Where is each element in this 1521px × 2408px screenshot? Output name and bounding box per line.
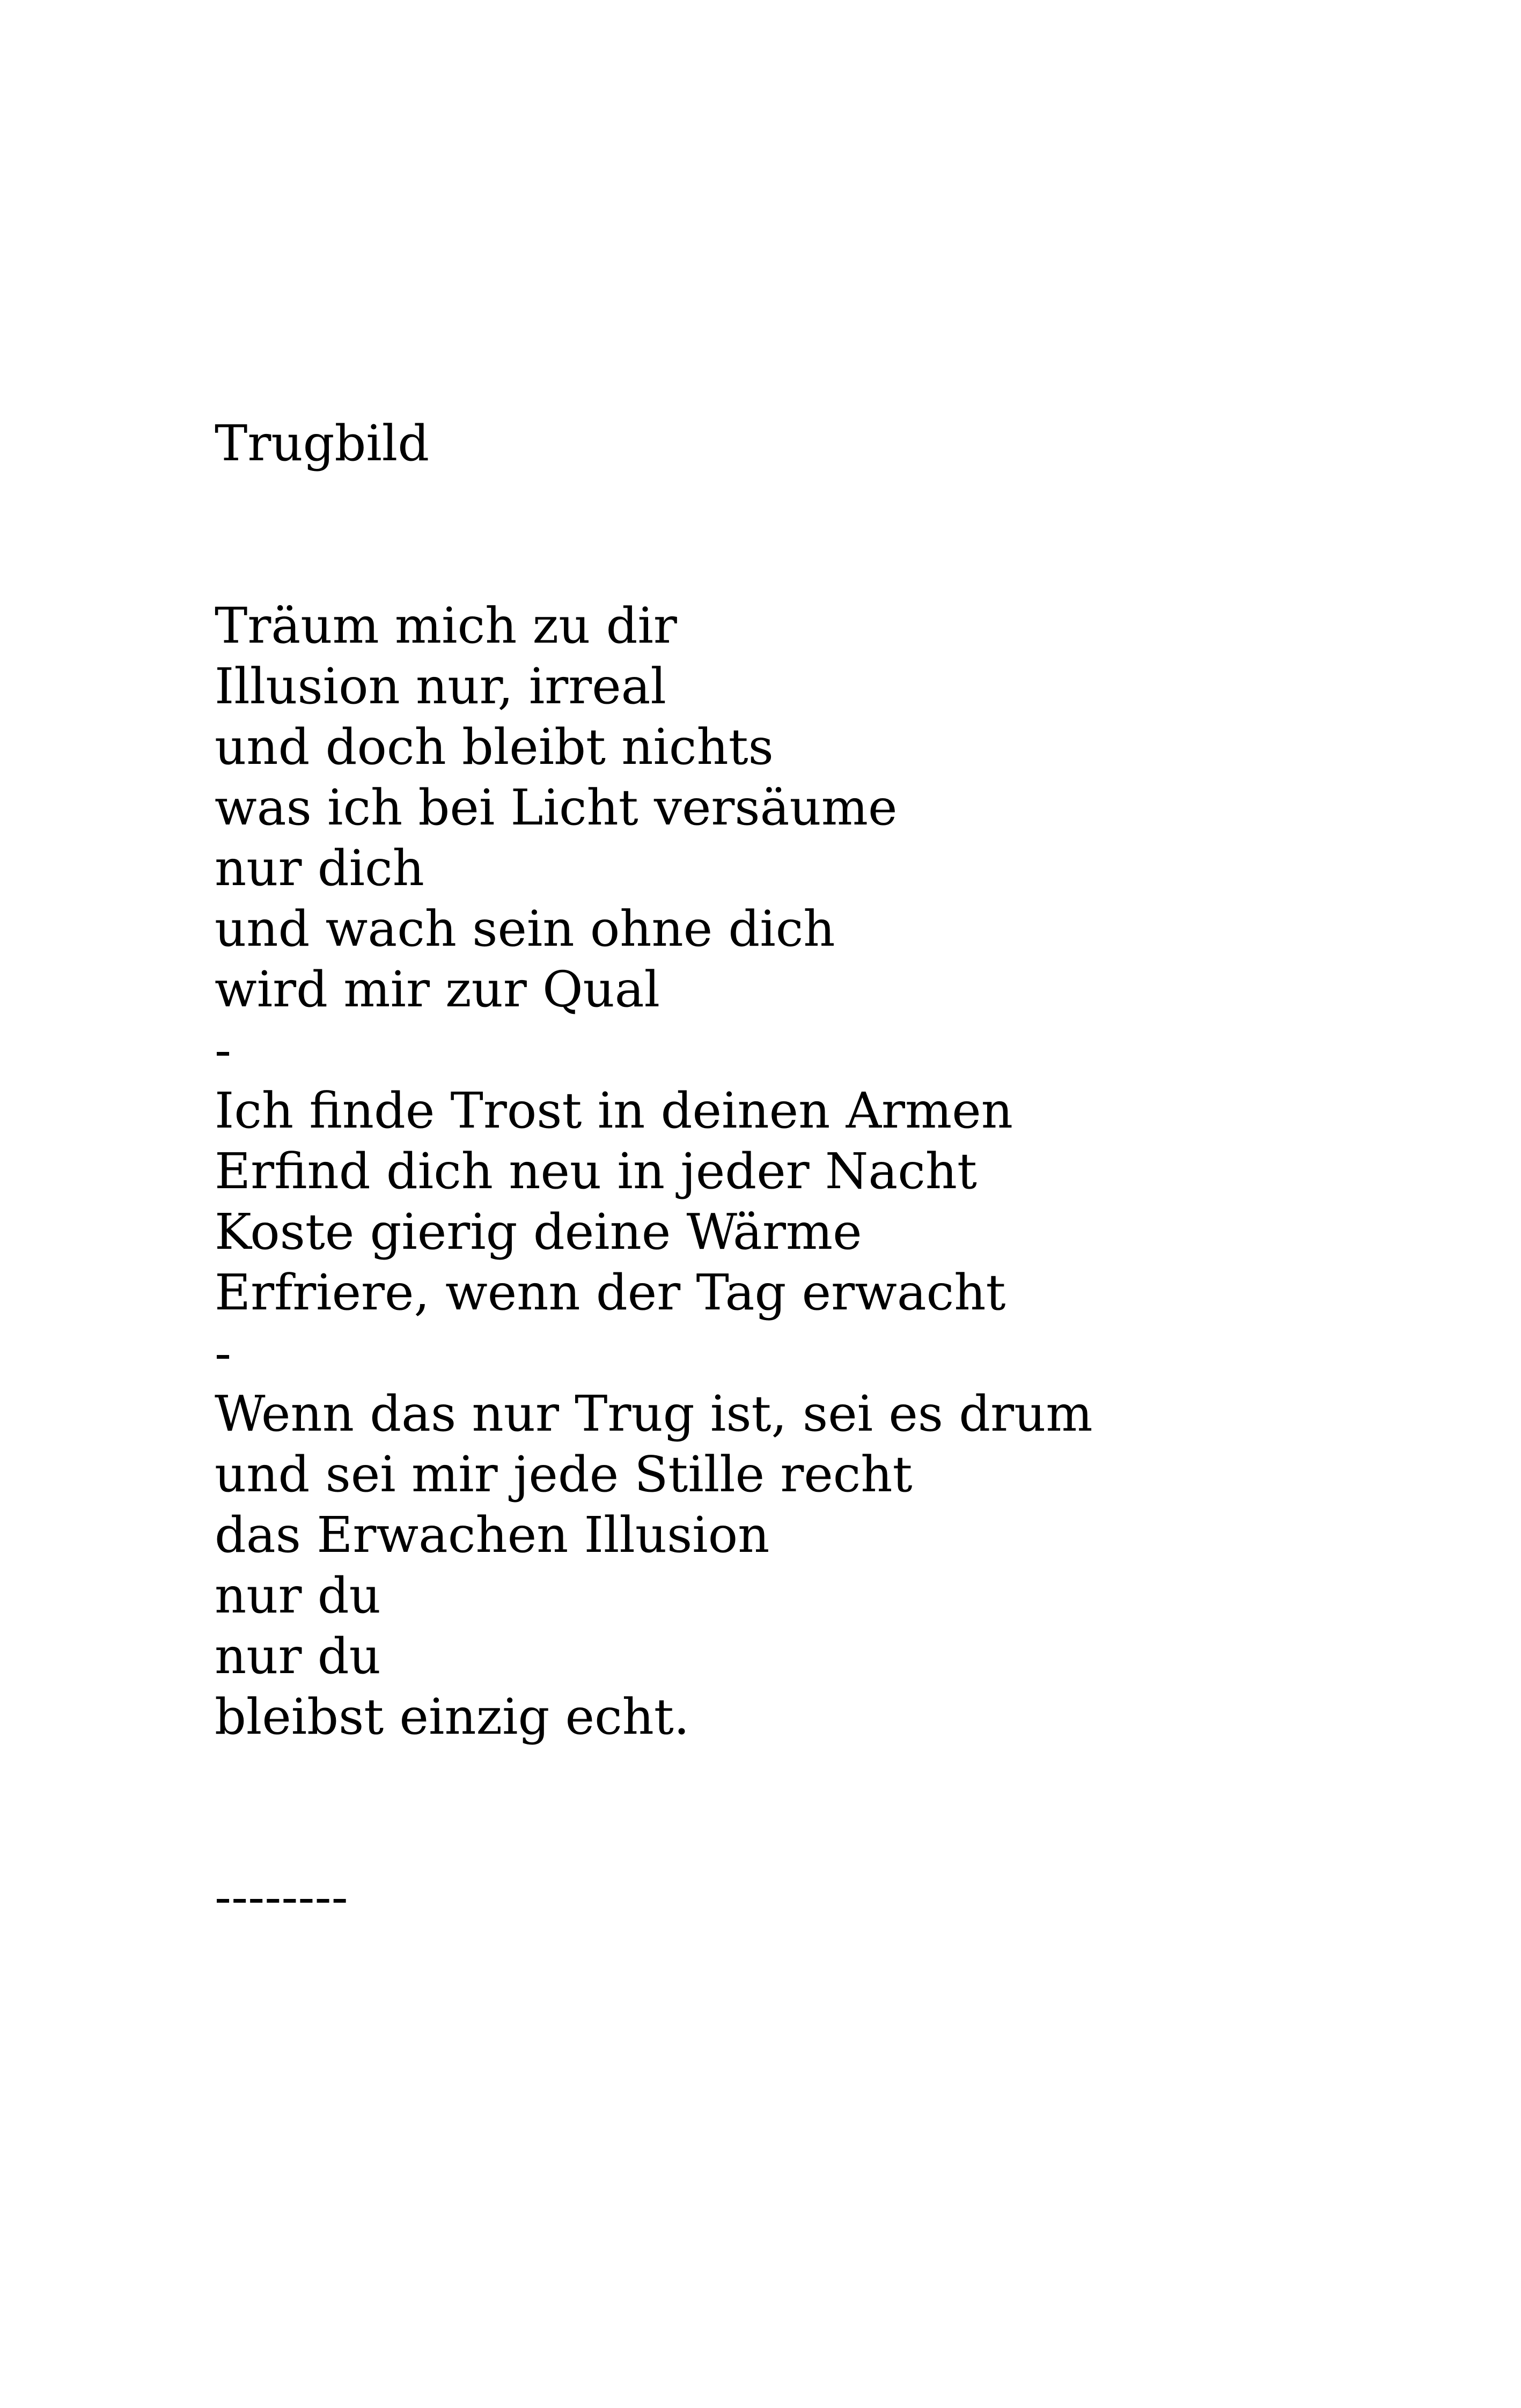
poem-title: Trugbild	[215, 415, 430, 472]
poem-line: Wenn das nur Trug ist, sei es drum	[215, 1385, 1093, 1442]
poem-line: nur du	[215, 1567, 381, 1624]
poem-line: und wach sein ohne dich	[215, 900, 835, 958]
poem-line: Koste gierig deine Wärme	[215, 1203, 862, 1261]
poem-line: das Erwachen Illusion	[215, 1506, 770, 1564]
poem-line: und sei mir jede Stille recht	[215, 1446, 913, 1503]
poem-line: Illusion nur, irreal	[215, 658, 666, 715]
poem-body	[215, 595, 1093, 1747]
poem-line: und doch bleibt nichts	[215, 718, 774, 776]
stanza-separator: -	[215, 1021, 232, 1079]
poem-line: was ich bei Licht versäume	[215, 779, 898, 836]
poem-line: Erfind dich neu in jeder Nacht	[215, 1143, 977, 1200]
poem-line: bleibst einzig echt.	[215, 1688, 690, 1746]
poem-line: Ich finde Trost in deinen Armen	[215, 1082, 1013, 1139]
stanza-separator: -	[215, 1324, 232, 1382]
end-mark: --------	[215, 1868, 348, 1926]
poem-line: wird mir zur Qual	[215, 961, 660, 1018]
poem-line: nur du	[215, 1628, 381, 1685]
poem-line: nur dich	[215, 840, 424, 897]
poem-line: Erfriere, wenn der Tag erwacht	[215, 1264, 1006, 1321]
poem-line: Träum mich zu dir	[215, 597, 677, 654]
